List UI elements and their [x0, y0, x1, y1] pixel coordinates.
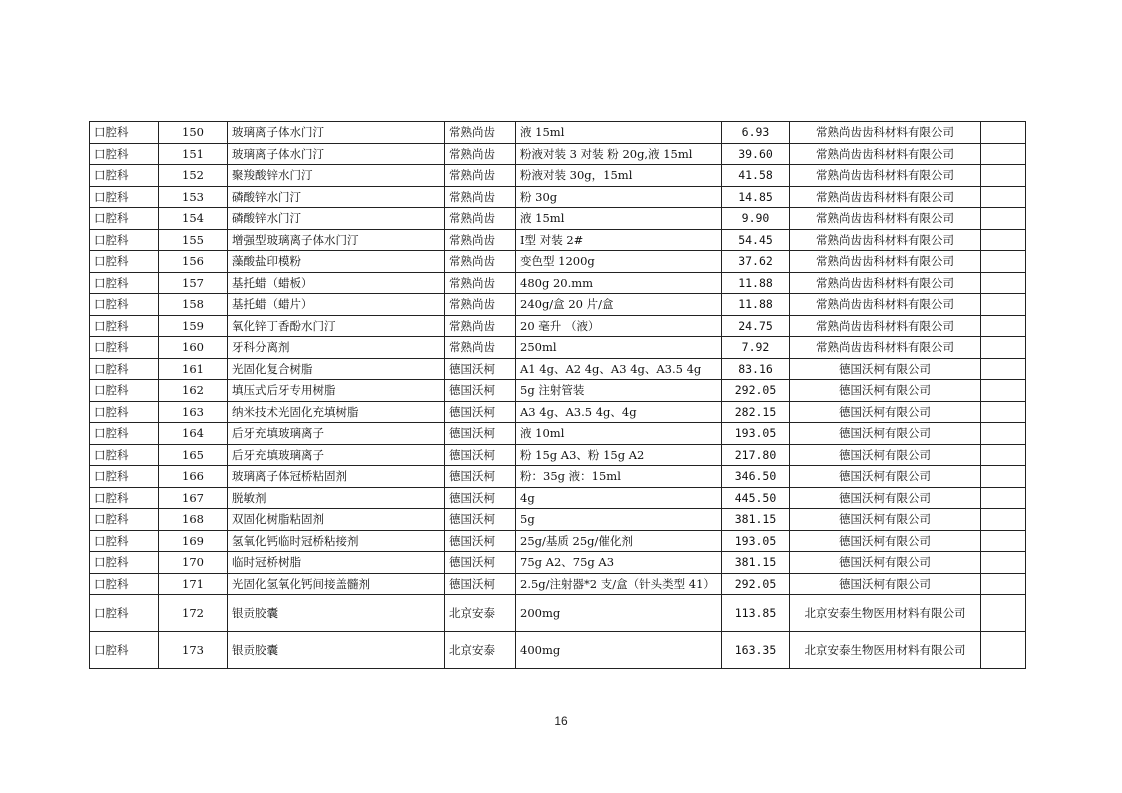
company-name-cell: 德国沃柯有限公司	[790, 509, 981, 531]
manufacturer-short-cell: 德国沃柯	[445, 444, 516, 466]
specification-cell: A3 4g、A3.5 4g、4g	[516, 401, 722, 423]
serial-number-cell: 168	[159, 509, 228, 531]
company-name-cell: 常熟尚齿齿科材料有限公司	[790, 272, 981, 294]
product-name-cell: 后牙充填玻璃离子	[228, 444, 445, 466]
product-name-cell: 基托蜡（蜡片）	[228, 294, 445, 316]
price-cell: 445.50	[722, 487, 790, 509]
note-cell	[981, 573, 1026, 595]
product-name-cell: 玻璃离子体冠桥粘固剂	[228, 466, 445, 488]
note-cell	[981, 509, 1026, 531]
department-cell: 口腔科	[90, 401, 159, 423]
table-row	[90, 337, 1026, 359]
department-cell: 口腔科	[90, 466, 159, 488]
specification-cell: 25g/基质 25g/催化剂	[516, 530, 722, 552]
specification-cell: 75g A2、75g A3	[516, 552, 722, 574]
table-row	[90, 444, 1026, 466]
product-name-cell: 光固化氢氧化钙间接盖髓剂	[228, 573, 445, 595]
product-name-cell: 氧化锌丁香酚水门汀	[228, 315, 445, 337]
note-cell	[981, 632, 1026, 669]
table-row	[90, 380, 1026, 402]
manufacturer-short-cell: 常熟尚齿	[445, 186, 516, 208]
table-row	[90, 186, 1026, 208]
specification-cell: 液 10ml	[516, 423, 722, 445]
department-cell: 口腔科	[90, 632, 159, 669]
price-cell: 24.75	[722, 315, 790, 337]
table-row	[90, 315, 1026, 337]
table-row	[90, 294, 1026, 316]
manufacturer-short-cell: 北京安泰	[445, 595, 516, 632]
serial-number-cell: 151	[159, 143, 228, 165]
company-name-cell: 常熟尚齿齿科材料有限公司	[790, 337, 981, 359]
price-cell: 381.15	[722, 509, 790, 531]
price-cell: 282.15	[722, 401, 790, 423]
department-cell: 口腔科	[90, 186, 159, 208]
specification-cell: 2.5g/注射器*2 支/盒（针头类型 41）	[516, 573, 722, 595]
specification-cell: 240g/盒 20 片/盒	[516, 294, 722, 316]
note-cell	[981, 165, 1026, 187]
table-row	[90, 423, 1026, 445]
product-name-cell: 藻酸盐印模粉	[228, 251, 445, 273]
department-cell: 口腔科	[90, 595, 159, 632]
note-cell	[981, 487, 1026, 509]
note-cell	[981, 595, 1026, 632]
table-row	[90, 272, 1026, 294]
table-body	[90, 122, 1026, 669]
company-name-cell: 常熟尚齿齿科材料有限公司	[790, 143, 981, 165]
product-name-cell: 脱敏剂	[228, 487, 445, 509]
table-row	[90, 229, 1026, 251]
specification-cell: 粉 15g A3、粉 15g A2	[516, 444, 722, 466]
manufacturer-short-cell: 常熟尚齿	[445, 315, 516, 337]
company-name-cell: 常熟尚齿齿科材料有限公司	[790, 208, 981, 230]
company-name-cell: 常熟尚齿齿科材料有限公司	[790, 122, 981, 144]
department-cell: 口腔科	[90, 208, 159, 230]
price-cell: 346.50	[722, 466, 790, 488]
product-name-cell: 玻璃离子体水门汀	[228, 143, 445, 165]
specification-cell: 变色型 1200g	[516, 251, 722, 273]
company-name-cell: 德国沃柯有限公司	[790, 487, 981, 509]
product-name-cell: 纳米技术光固化充填树脂	[228, 401, 445, 423]
serial-number-cell: 162	[159, 380, 228, 402]
manufacturer-short-cell: 常熟尚齿	[445, 122, 516, 144]
specification-cell: 粉 30g	[516, 186, 722, 208]
company-name-cell: 德国沃柯有限公司	[790, 380, 981, 402]
table-row	[90, 573, 1026, 595]
serial-number-cell: 156	[159, 251, 228, 273]
price-cell: 37.62	[722, 251, 790, 273]
department-cell: 口腔科	[90, 337, 159, 359]
table-row	[90, 122, 1026, 144]
price-cell: 11.88	[722, 272, 790, 294]
department-cell: 口腔科	[90, 251, 159, 273]
specification-cell: 粉：35g 液：15ml	[516, 466, 722, 488]
manufacturer-short-cell: 德国沃柯	[445, 401, 516, 423]
specification-cell: 粉液对装 30g，15ml	[516, 165, 722, 187]
table-row	[90, 552, 1026, 574]
serial-number-cell: 150	[159, 122, 228, 144]
company-name-cell: 常熟尚齿齿科材料有限公司	[790, 315, 981, 337]
product-name-cell: 磷酸锌水门汀	[228, 208, 445, 230]
serial-number-cell: 170	[159, 552, 228, 574]
note-cell	[981, 358, 1026, 380]
department-cell: 口腔科	[90, 487, 159, 509]
manufacturer-short-cell: 德国沃柯	[445, 552, 516, 574]
department-cell: 口腔科	[90, 315, 159, 337]
department-cell: 口腔科	[90, 380, 159, 402]
price-cell: 163.35	[722, 632, 790, 669]
note-cell	[981, 186, 1026, 208]
company-name-cell: 常熟尚齿齿科材料有限公司	[790, 251, 981, 273]
specification-cell: 5g	[516, 509, 722, 531]
product-name-cell: 银贡胶囊	[228, 632, 445, 669]
product-name-cell: 银贡胶囊	[228, 595, 445, 632]
note-cell	[981, 208, 1026, 230]
company-name-cell: 德国沃柯有限公司	[790, 573, 981, 595]
price-cell: 41.58	[722, 165, 790, 187]
specification-cell: 250ml	[516, 337, 722, 359]
note-cell	[981, 294, 1026, 316]
product-name-cell: 牙科分离剂	[228, 337, 445, 359]
serial-number-cell: 169	[159, 530, 228, 552]
specification-cell: 液 15ml	[516, 208, 722, 230]
company-name-cell: 德国沃柯有限公司	[790, 552, 981, 574]
product-name-cell: 后牙充填玻璃离子	[228, 423, 445, 445]
manufacturer-short-cell: 常熟尚齿	[445, 251, 516, 273]
product-name-cell: 聚羧酸锌水门汀	[228, 165, 445, 187]
manufacturer-short-cell: 德国沃柯	[445, 423, 516, 445]
table-row	[90, 530, 1026, 552]
company-name-cell: 德国沃柯有限公司	[790, 466, 981, 488]
manufacturer-short-cell: 常熟尚齿	[445, 272, 516, 294]
department-cell: 口腔科	[90, 573, 159, 595]
specification-cell: 400mg	[516, 632, 722, 669]
note-cell	[981, 380, 1026, 402]
table-row	[90, 251, 1026, 273]
note-cell	[981, 315, 1026, 337]
price-cell: 11.88	[722, 294, 790, 316]
price-cell: 217.80	[722, 444, 790, 466]
table-row	[90, 466, 1026, 488]
price-cell: 83.16	[722, 358, 790, 380]
manufacturer-short-cell: 常熟尚齿	[445, 143, 516, 165]
specification-cell: 480g 20.mm	[516, 272, 722, 294]
note-cell	[981, 552, 1026, 574]
manufacturer-short-cell: 常熟尚齿	[445, 294, 516, 316]
company-name-cell: 常熟尚齿齿科材料有限公司	[790, 186, 981, 208]
manufacturer-short-cell: 德国沃柯	[445, 573, 516, 595]
company-name-cell: 北京安泰生物医用材料有限公司	[790, 632, 981, 669]
price-cell: 292.05	[722, 573, 790, 595]
note-cell	[981, 143, 1026, 165]
specification-cell: 200mg	[516, 595, 722, 632]
manufacturer-short-cell: 常熟尚齿	[445, 229, 516, 251]
serial-number-cell: 172	[159, 595, 228, 632]
company-name-cell: 德国沃柯有限公司	[790, 401, 981, 423]
company-name-cell: 常熟尚齿齿科材料有限公司	[790, 229, 981, 251]
note-cell	[981, 122, 1026, 144]
serial-number-cell: 161	[159, 358, 228, 380]
price-table	[89, 121, 1026, 669]
department-cell: 口腔科	[90, 294, 159, 316]
specification-cell: 5g 注射管装	[516, 380, 722, 402]
product-name-cell: 临时冠桥树脂	[228, 552, 445, 574]
company-name-cell: 德国沃柯有限公司	[790, 444, 981, 466]
manufacturer-short-cell: 德国沃柯	[445, 358, 516, 380]
serial-number-cell: 155	[159, 229, 228, 251]
specification-cell: 20 毫升 （液）	[516, 315, 722, 337]
company-name-cell: 德国沃柯有限公司	[790, 423, 981, 445]
price-cell: 14.85	[722, 186, 790, 208]
product-name-cell: 光固化复合树脂	[228, 358, 445, 380]
table-row	[90, 632, 1026, 669]
manufacturer-short-cell: 北京安泰	[445, 632, 516, 669]
specification-cell: 粉液对装 3 对装 粉 20g,液 15ml	[516, 143, 722, 165]
manufacturer-short-cell: 常熟尚齿	[445, 337, 516, 359]
price-cell: 193.05	[722, 423, 790, 445]
specification-cell: 4g	[516, 487, 722, 509]
manufacturer-short-cell: 德国沃柯	[445, 487, 516, 509]
product-name-cell: 氢氧化钙临时冠桥粘接剂	[228, 530, 445, 552]
specification-cell: Ⅰ型 对装 2#	[516, 229, 722, 251]
table-row	[90, 487, 1026, 509]
product-name-cell: 玻璃离子体水门汀	[228, 122, 445, 144]
product-name-cell: 双固化树脂粘固剂	[228, 509, 445, 531]
note-cell	[981, 401, 1026, 423]
department-cell: 口腔科	[90, 122, 159, 144]
manufacturer-short-cell: 常熟尚齿	[445, 165, 516, 187]
table-row	[90, 595, 1026, 632]
serial-number-cell: 167	[159, 487, 228, 509]
manufacturer-short-cell: 德国沃柯	[445, 509, 516, 531]
serial-number-cell: 158	[159, 294, 228, 316]
department-cell: 口腔科	[90, 552, 159, 574]
serial-number-cell: 159	[159, 315, 228, 337]
price-cell: 54.45	[722, 229, 790, 251]
manufacturer-short-cell: 德国沃柯	[445, 466, 516, 488]
company-name-cell: 德国沃柯有限公司	[790, 358, 981, 380]
department-cell: 口腔科	[90, 165, 159, 187]
table-row	[90, 165, 1026, 187]
department-cell: 口腔科	[90, 444, 159, 466]
price-cell: 193.05	[722, 530, 790, 552]
price-cell: 6.93	[722, 122, 790, 144]
department-cell: 口腔科	[90, 272, 159, 294]
note-cell	[981, 272, 1026, 294]
company-name-cell: 德国沃柯有限公司	[790, 530, 981, 552]
serial-number-cell: 173	[159, 632, 228, 669]
serial-number-cell: 153	[159, 186, 228, 208]
note-cell	[981, 530, 1026, 552]
serial-number-cell: 166	[159, 466, 228, 488]
company-name-cell: 常熟尚齿齿科材料有限公司	[790, 294, 981, 316]
company-name-cell: 常熟尚齿齿科材料有限公司	[790, 165, 981, 187]
product-name-cell: 增强型玻璃离子体水门汀	[228, 229, 445, 251]
manufacturer-short-cell: 常熟尚齿	[445, 208, 516, 230]
department-cell: 口腔科	[90, 509, 159, 531]
product-name-cell: 磷酸锌水门汀	[228, 186, 445, 208]
note-cell	[981, 251, 1026, 273]
serial-number-cell: 157	[159, 272, 228, 294]
table-row	[90, 143, 1026, 165]
note-cell	[981, 466, 1026, 488]
company-name-cell: 北京安泰生物医用材料有限公司	[790, 595, 981, 632]
serial-number-cell: 154	[159, 208, 228, 230]
product-name-cell: 基托蜡（蜡板）	[228, 272, 445, 294]
serial-number-cell: 152	[159, 165, 228, 187]
product-name-cell: 填压式后牙专用树脂	[228, 380, 445, 402]
serial-number-cell: 164	[159, 423, 228, 445]
manufacturer-short-cell: 德国沃柯	[445, 380, 516, 402]
department-cell: 口腔科	[90, 423, 159, 445]
specification-cell: A1 4g、A2 4g、A3 4g、A3.5 4g	[516, 358, 722, 380]
table-row	[90, 208, 1026, 230]
price-cell: 7.92	[722, 337, 790, 359]
serial-number-cell: 165	[159, 444, 228, 466]
serial-number-cell: 163	[159, 401, 228, 423]
department-cell: 口腔科	[90, 530, 159, 552]
serial-number-cell: 160	[159, 337, 228, 359]
department-cell: 口腔科	[90, 358, 159, 380]
manufacturer-short-cell: 德国沃柯	[445, 530, 516, 552]
page-number: 16	[554, 714, 568, 728]
price-cell: 381.15	[722, 552, 790, 574]
department-cell: 口腔科	[90, 229, 159, 251]
price-cell: 39.60	[722, 143, 790, 165]
price-cell: 292.05	[722, 380, 790, 402]
department-cell: 口腔科	[90, 143, 159, 165]
price-cell: 9.90	[722, 208, 790, 230]
price-cell: 113.85	[722, 595, 790, 632]
note-cell	[981, 337, 1026, 359]
note-cell	[981, 229, 1026, 251]
specification-cell: 液 15ml	[516, 122, 722, 144]
table-row	[90, 358, 1026, 380]
serial-number-cell: 171	[159, 573, 228, 595]
table-row	[90, 509, 1026, 531]
table-row	[90, 401, 1026, 423]
note-cell	[981, 423, 1026, 445]
note-cell	[981, 444, 1026, 466]
